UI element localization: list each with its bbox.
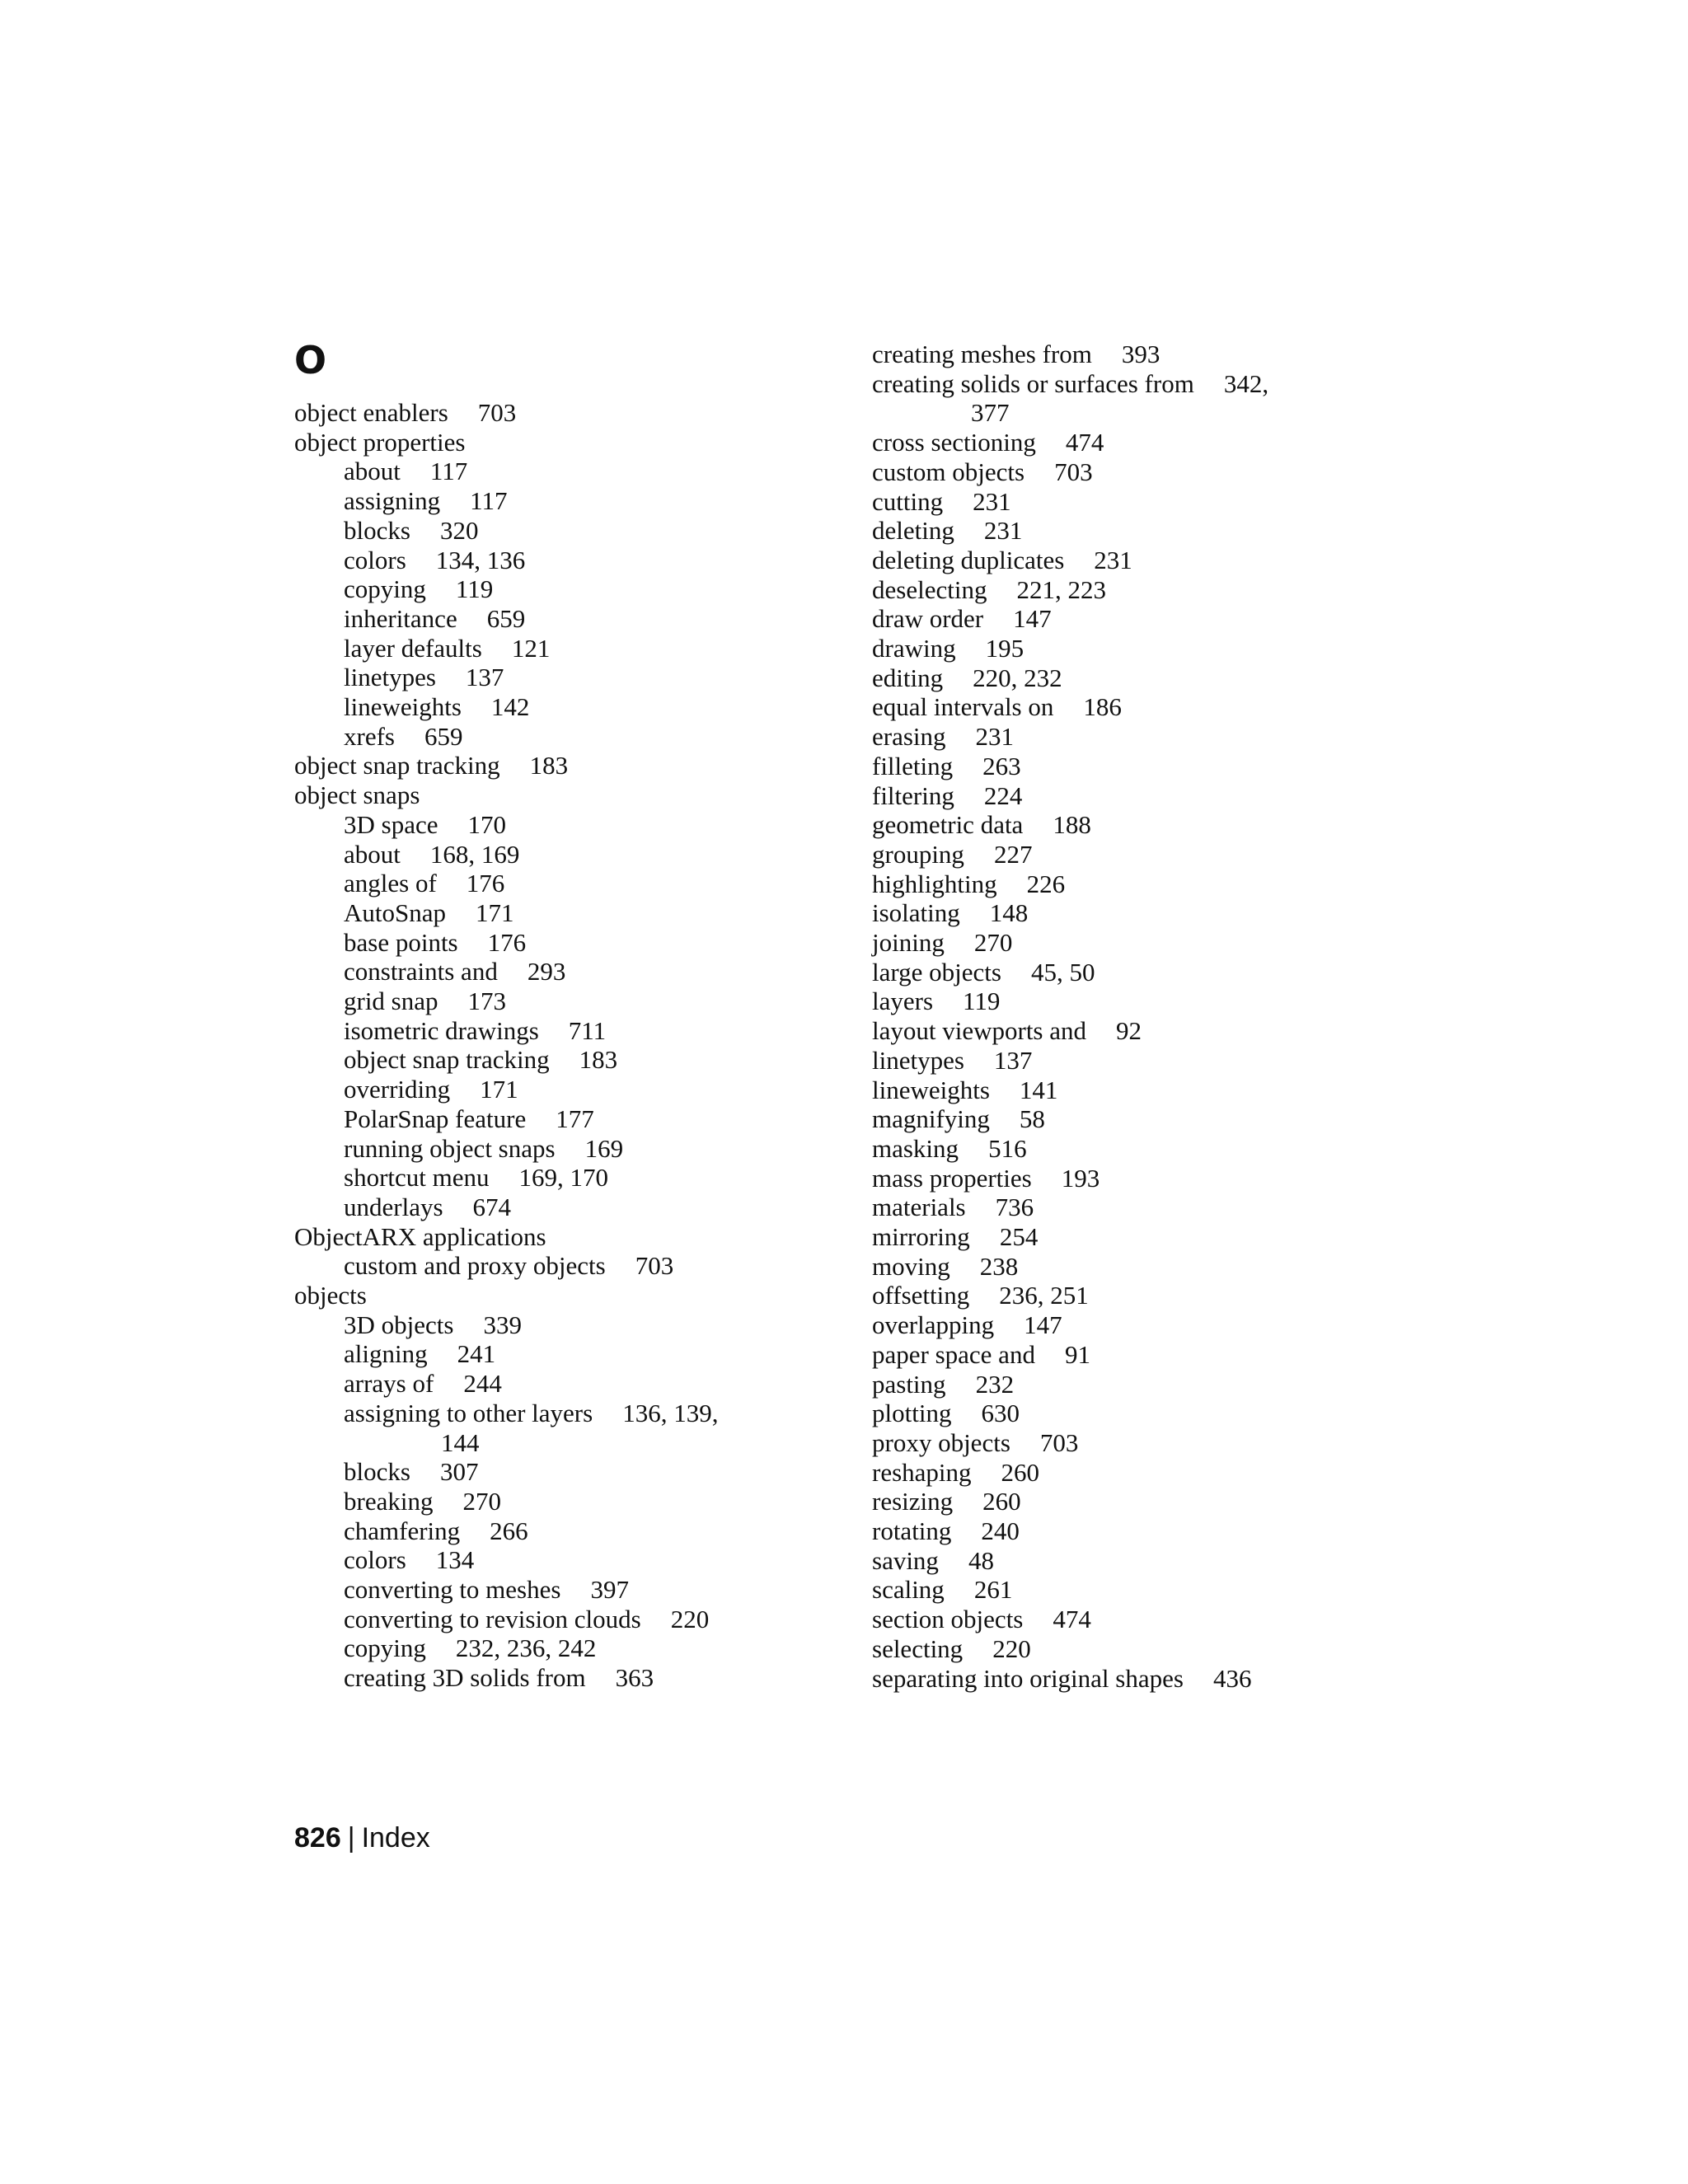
index-entry (344, 663, 504, 692)
index-term: 3D space (344, 809, 438, 839)
index-page-refs: 147 (1024, 1310, 1062, 1340)
index-entry (872, 928, 1012, 958)
index-page-refs: 169, 170 (518, 1163, 608, 1193)
index-entry (294, 780, 420, 810)
index-entry (344, 1016, 606, 1046)
index-term: xrefs (344, 721, 395, 751)
index-entry (872, 1487, 1021, 1516)
index-entry (872, 722, 1014, 752)
index-term: AutoSnap (344, 898, 446, 927)
index-entry (344, 1663, 654, 1693)
index-term: reshaping (872, 1457, 972, 1487)
index-page-refs: 260 (982, 1487, 1021, 1516)
index-term: inheritance (344, 603, 457, 633)
index-entry (872, 1252, 1018, 1282)
index-page-refs: 91 (1064, 1339, 1090, 1369)
index-term: isometric drawings (344, 1015, 539, 1045)
index-page-refs: 183 (579, 1045, 618, 1075)
index-entry (344, 1633, 596, 1663)
index-page-refs: 183 (529, 751, 569, 780)
index-entry (344, 1457, 478, 1487)
index-entry (344, 722, 462, 752)
index-term: chamfering (344, 1516, 461, 1545)
index-page-refs: 136, 139, (622, 1398, 719, 1427)
index-entry (344, 1075, 518, 1104)
index-term: assigning to other layers (344, 1398, 593, 1427)
index-page-refs: 142 (490, 692, 530, 721)
index-term: pasting (872, 1369, 946, 1399)
index-term: deleting duplicates (872, 545, 1065, 574)
index-term: custom and proxy objects (344, 1251, 606, 1281)
index-page-refs: 232 (975, 1369, 1015, 1399)
index-term: lineweights (872, 1075, 990, 1104)
index-entry (344, 457, 467, 486)
index-page-refs: 320 (439, 515, 479, 545)
index-entry (344, 1045, 617, 1075)
index-term: deselecting (872, 574, 987, 604)
index-term: lineweights (344, 692, 462, 721)
index-term: highlighting (872, 869, 997, 898)
index-term: constraints and (344, 957, 498, 987)
index-entry (872, 810, 1091, 840)
index-term: separating into original shapes (872, 1663, 1184, 1693)
index-page-refs: 134, 136 (435, 545, 526, 574)
index-page-refs: 45, 50 (1030, 957, 1095, 987)
index-term: plotting (872, 1399, 952, 1428)
index-entry (344, 898, 514, 928)
index-entry (872, 369, 1268, 399)
index-page-refs: 307 (439, 1457, 479, 1487)
index-page-refs: 186 (1083, 692, 1122, 722)
index-term: aligning (344, 1339, 428, 1369)
index-term: colors (344, 1545, 406, 1575)
index-page-refs: 266 (490, 1516, 528, 1545)
index-entry (294, 1222, 546, 1252)
index-term: resizing (872, 1487, 954, 1516)
index-page-refs: 119 (963, 987, 1001, 1016)
index-page-refs: 171 (480, 1075, 518, 1104)
index-page-refs: 226 (1026, 869, 1066, 898)
index-page-refs: 516 (988, 1133, 1027, 1163)
index-page-refs: 363 (615, 1663, 654, 1693)
index-page-refs: 703 (635, 1251, 674, 1281)
index-page-refs: 177 (556, 1104, 594, 1133)
index-page-refs: 238 (979, 1251, 1019, 1281)
index-page-refs: 176 (487, 927, 527, 957)
index-entry (872, 1076, 1057, 1105)
index-term: layers (872, 987, 934, 1016)
index-term: section objects (872, 1605, 1024, 1634)
index-term: object snap tracking (294, 751, 500, 780)
index-entry (872, 546, 1132, 575)
index-term: underlays (344, 1192, 443, 1221)
section-letter: O (294, 338, 327, 382)
index-entry (344, 604, 525, 634)
index-entry (872, 663, 1062, 693)
index-term: scaling (872, 1575, 945, 1605)
index-page-refs: 220 (992, 1633, 1031, 1663)
index-page-refs-continuation: 144 (441, 1427, 480, 1457)
index-term: large objects (872, 957, 1001, 987)
index-entry (344, 1163, 608, 1193)
index-page-refs: 176 (466, 869, 505, 898)
index-entry (294, 428, 465, 457)
index-term: shortcut menu (344, 1163, 490, 1193)
index-entry (294, 751, 568, 780)
index-page-refs: 137 (465, 663, 504, 692)
index-page-refs: 141 (1019, 1075, 1058, 1104)
index-term: joining (872, 928, 945, 957)
index-term: mirroring (872, 1222, 970, 1251)
index-term: object enablers (294, 398, 448, 427)
index-entry (872, 1104, 1045, 1134)
index-page-refs: 221, 223 (1016, 574, 1106, 604)
index-page-refs: 117 (470, 486, 508, 516)
index-entry (344, 957, 565, 987)
index-term: deleting (872, 516, 954, 546)
index-entry (344, 634, 550, 663)
index-page-refs: 270 (462, 1486, 501, 1516)
index-entry (872, 487, 1011, 517)
index-page-refs: 241 (457, 1339, 496, 1369)
index-entry (344, 1487, 501, 1516)
index-entry (344, 1339, 495, 1369)
index-term: proxy objects (872, 1427, 1010, 1457)
index-entry (872, 781, 1022, 811)
index-entry (872, 1370, 1014, 1399)
index-page-refs: 674 (472, 1192, 512, 1221)
index-term: creating 3D solids from (344, 1663, 586, 1693)
index-entry (872, 516, 1022, 546)
index-entry (872, 1516, 1020, 1546)
index-page-refs: 119 (455, 574, 494, 604)
index-page-refs: 342, (1223, 368, 1269, 398)
index-term: about (344, 839, 401, 869)
index-page-refs: 474 (1053, 1605, 1091, 1634)
index-entry (872, 898, 1028, 928)
index-page-refs: 244 (463, 1369, 502, 1399)
index-term: editing (872, 663, 944, 692)
index-entry (872, 1340, 1090, 1370)
index-term: saving (872, 1545, 939, 1575)
index-page-refs: 630 (981, 1399, 1020, 1428)
index-page-refs: 147 (1013, 604, 1052, 634)
index-term: linetypes (344, 663, 436, 692)
index-term: arrays of (344, 1369, 434, 1399)
index-term: linetypes (872, 1045, 964, 1075)
index-page-refs: 254 (999, 1222, 1039, 1251)
index-entry (344, 1545, 474, 1575)
index-term: creating meshes from (872, 340, 1092, 368)
index-page-refs: 48 (968, 1545, 994, 1575)
index-page-refs: 121 (511, 633, 551, 663)
index-page-refs: 240 (981, 1516, 1020, 1545)
index-entry (872, 1634, 1031, 1664)
index-page-refs: 173 (467, 987, 507, 1015)
index-term: grouping (872, 839, 964, 869)
index-entry (344, 869, 504, 898)
index-term: erasing (872, 722, 946, 752)
index-term: base points (344, 927, 458, 957)
index-term: object properties (294, 427, 466, 457)
index-entry (872, 840, 1032, 869)
index-entry (344, 692, 529, 722)
index-term: layer defaults (344, 633, 482, 663)
index-term: geometric data (872, 810, 1024, 840)
index-entry (872, 1016, 1142, 1046)
index-page-refs: 231 (975, 722, 1015, 752)
index-term: converting to revision clouds (344, 1604, 641, 1633)
index-term: ObjectARX applications (294, 1221, 546, 1251)
index-term: blocks (344, 515, 410, 545)
index-page-refs: 711 (568, 1015, 607, 1045)
index-entry (344, 516, 478, 546)
index-term: creating solids or surfaces from (872, 368, 1194, 398)
index-page-refs: 736 (995, 1193, 1034, 1222)
index-term: about (344, 457, 401, 486)
index-page-refs-continuation: 377 (971, 398, 1010, 428)
index-page-refs: 474 (1065, 428, 1104, 457)
index-page-refs: 169 (584, 1133, 624, 1163)
index-entry (872, 1193, 1034, 1222)
footer-separator: | (347, 1822, 355, 1854)
index-term: mass properties (872, 1163, 1032, 1193)
index-term: custom objects (872, 457, 1025, 486)
index-term: magnifying (872, 1104, 990, 1134)
index-entry (872, 428, 1104, 457)
index-entry (294, 1281, 367, 1310)
index-entry (344, 928, 526, 958)
index-term: object snaps (294, 780, 420, 810)
index-page-refs: 137 (993, 1045, 1033, 1075)
index-term: angles of (344, 869, 437, 898)
index-page-refs: 171 (476, 898, 514, 927)
index-entry (344, 840, 519, 869)
index-entry (872, 604, 1052, 634)
index-term: selecting (872, 1633, 964, 1663)
index-page-refs: 703 (477, 398, 517, 427)
index-term: paper space and (872, 1339, 1035, 1369)
index-term: rotating (872, 1516, 952, 1545)
index-entry (344, 1369, 502, 1399)
index-entry (872, 1605, 1091, 1634)
index-entry (344, 486, 507, 516)
index-term: copying (344, 1633, 426, 1663)
index-term: equal intervals on (872, 692, 1054, 722)
index-entry (872, 1134, 1027, 1164)
index-entry (872, 1046, 1032, 1076)
index-entry (872, 1575, 1012, 1605)
index-entry (872, 1281, 1089, 1310)
index-page-refs: 703 (1054, 457, 1093, 486)
index-page-refs: 231 (983, 516, 1023, 546)
index-page-refs: 148 (989, 898, 1029, 928)
index-entry (344, 546, 525, 575)
index-entry (344, 1193, 511, 1222)
index-page-refs: 134 (435, 1545, 475, 1575)
index-page-refs: 92 (1116, 1016, 1142, 1046)
index-entry (344, 1399, 718, 1428)
index-entry (344, 1251, 673, 1281)
index-page-refs: 220, 232 (973, 663, 1062, 692)
index-term: layout viewports and (872, 1016, 1087, 1046)
index-page-refs: 232, 236, 242 (455, 1633, 597, 1663)
index-entry (872, 752, 1021, 781)
index-page-refs: 117 (429, 457, 468, 486)
index-page-refs: 195 (985, 634, 1025, 663)
index-entry (872, 1310, 1062, 1340)
index-term: PolarSnap feature (344, 1104, 527, 1133)
index-entry (872, 1458, 1039, 1488)
index-entry (872, 1399, 1020, 1428)
page-number: 826 (294, 1822, 341, 1854)
index-page-refs: 339 (483, 1310, 522, 1339)
index-entry (344, 810, 506, 840)
index-page-refs: 168, 169 (429, 839, 520, 869)
index-term: blocks (344, 1457, 410, 1487)
index-page-refs: 193 (1061, 1163, 1100, 1193)
index-term: cross sectioning (872, 428, 1036, 457)
index-entry (344, 987, 506, 1016)
index-term: offsetting (872, 1281, 970, 1310)
index-page-refs: 58 (1019, 1104, 1045, 1134)
index-term: draw order (872, 604, 984, 634)
index-entry (344, 1104, 594, 1134)
index-term: 3D objects (344, 1310, 454, 1339)
index-page-refs: 270 (973, 928, 1013, 957)
index-entry (872, 634, 1024, 663)
index-page-refs: 227 (993, 839, 1033, 869)
index-term: filtering (872, 780, 954, 810)
index-page-refs: 397 (590, 1575, 629, 1604)
index-page-refs: 659 (486, 603, 526, 633)
index-term: breaking (344, 1486, 434, 1516)
index-page-refs: 263 (982, 751, 1021, 780)
index-page-refs: 188 (1053, 810, 1091, 840)
index-page-refs: 261 (973, 1575, 1013, 1605)
index-page-refs: 231 (973, 486, 1011, 516)
index-entry (872, 987, 1000, 1016)
index-term: copying (344, 574, 426, 604)
index-entry (872, 340, 1160, 369)
index-term: masking (872, 1133, 959, 1163)
index-term: overriding (344, 1075, 451, 1104)
index-term: assigning (344, 486, 441, 516)
index-entry (872, 869, 1065, 899)
footer-section-title: Index (361, 1822, 430, 1854)
page-footer (294, 1821, 430, 1854)
index-page-refs: 220 (670, 1604, 710, 1633)
index-page-refs: 231 (1094, 545, 1132, 574)
index-page-refs: 293 (527, 957, 566, 987)
index-entry (344, 574, 493, 604)
index-entry (872, 457, 1093, 487)
index-page-refs: 236, 251 (999, 1281, 1089, 1310)
index-entry (872, 692, 1122, 722)
index-entry (294, 398, 516, 428)
index-term: colors (344, 545, 406, 574)
index-entry (344, 1516, 528, 1546)
index-entry (872, 958, 1095, 987)
index-term: drawing (872, 634, 956, 663)
index-entry (344, 1605, 709, 1634)
index-page-refs: 703 (1039, 1427, 1079, 1457)
index-page-refs: 436 (1212, 1663, 1252, 1693)
index-page-refs: 170 (467, 809, 506, 839)
index-page-refs: 224 (983, 780, 1023, 810)
index-term: running object snaps (344, 1133, 556, 1163)
index-term: materials (872, 1193, 966, 1222)
index-term: isolating (872, 898, 960, 928)
index-entry (344, 1310, 522, 1340)
index-term: moving (872, 1251, 950, 1281)
index-page-refs: 393 (1121, 340, 1160, 368)
index-entry (872, 1546, 994, 1576)
index-entry (344, 1575, 629, 1605)
index-page-refs: 260 (1001, 1457, 1040, 1487)
index-term: cutting (872, 486, 944, 516)
index-entry (872, 1664, 1251, 1694)
index-entry (872, 1222, 1038, 1252)
index-term: objects (294, 1281, 367, 1310)
index-term: filleting (872, 751, 954, 780)
index-term: converting to meshes (344, 1575, 561, 1604)
index-term: overlapping (872, 1310, 995, 1340)
index-term: object snap tracking (344, 1045, 550, 1075)
index-entry (872, 575, 1106, 605)
index-entry (872, 1428, 1078, 1458)
index-term: grid snap (344, 987, 438, 1015)
index-page-refs: 659 (424, 721, 463, 751)
index-entry (344, 1134, 623, 1164)
index-entry (872, 1164, 1100, 1193)
